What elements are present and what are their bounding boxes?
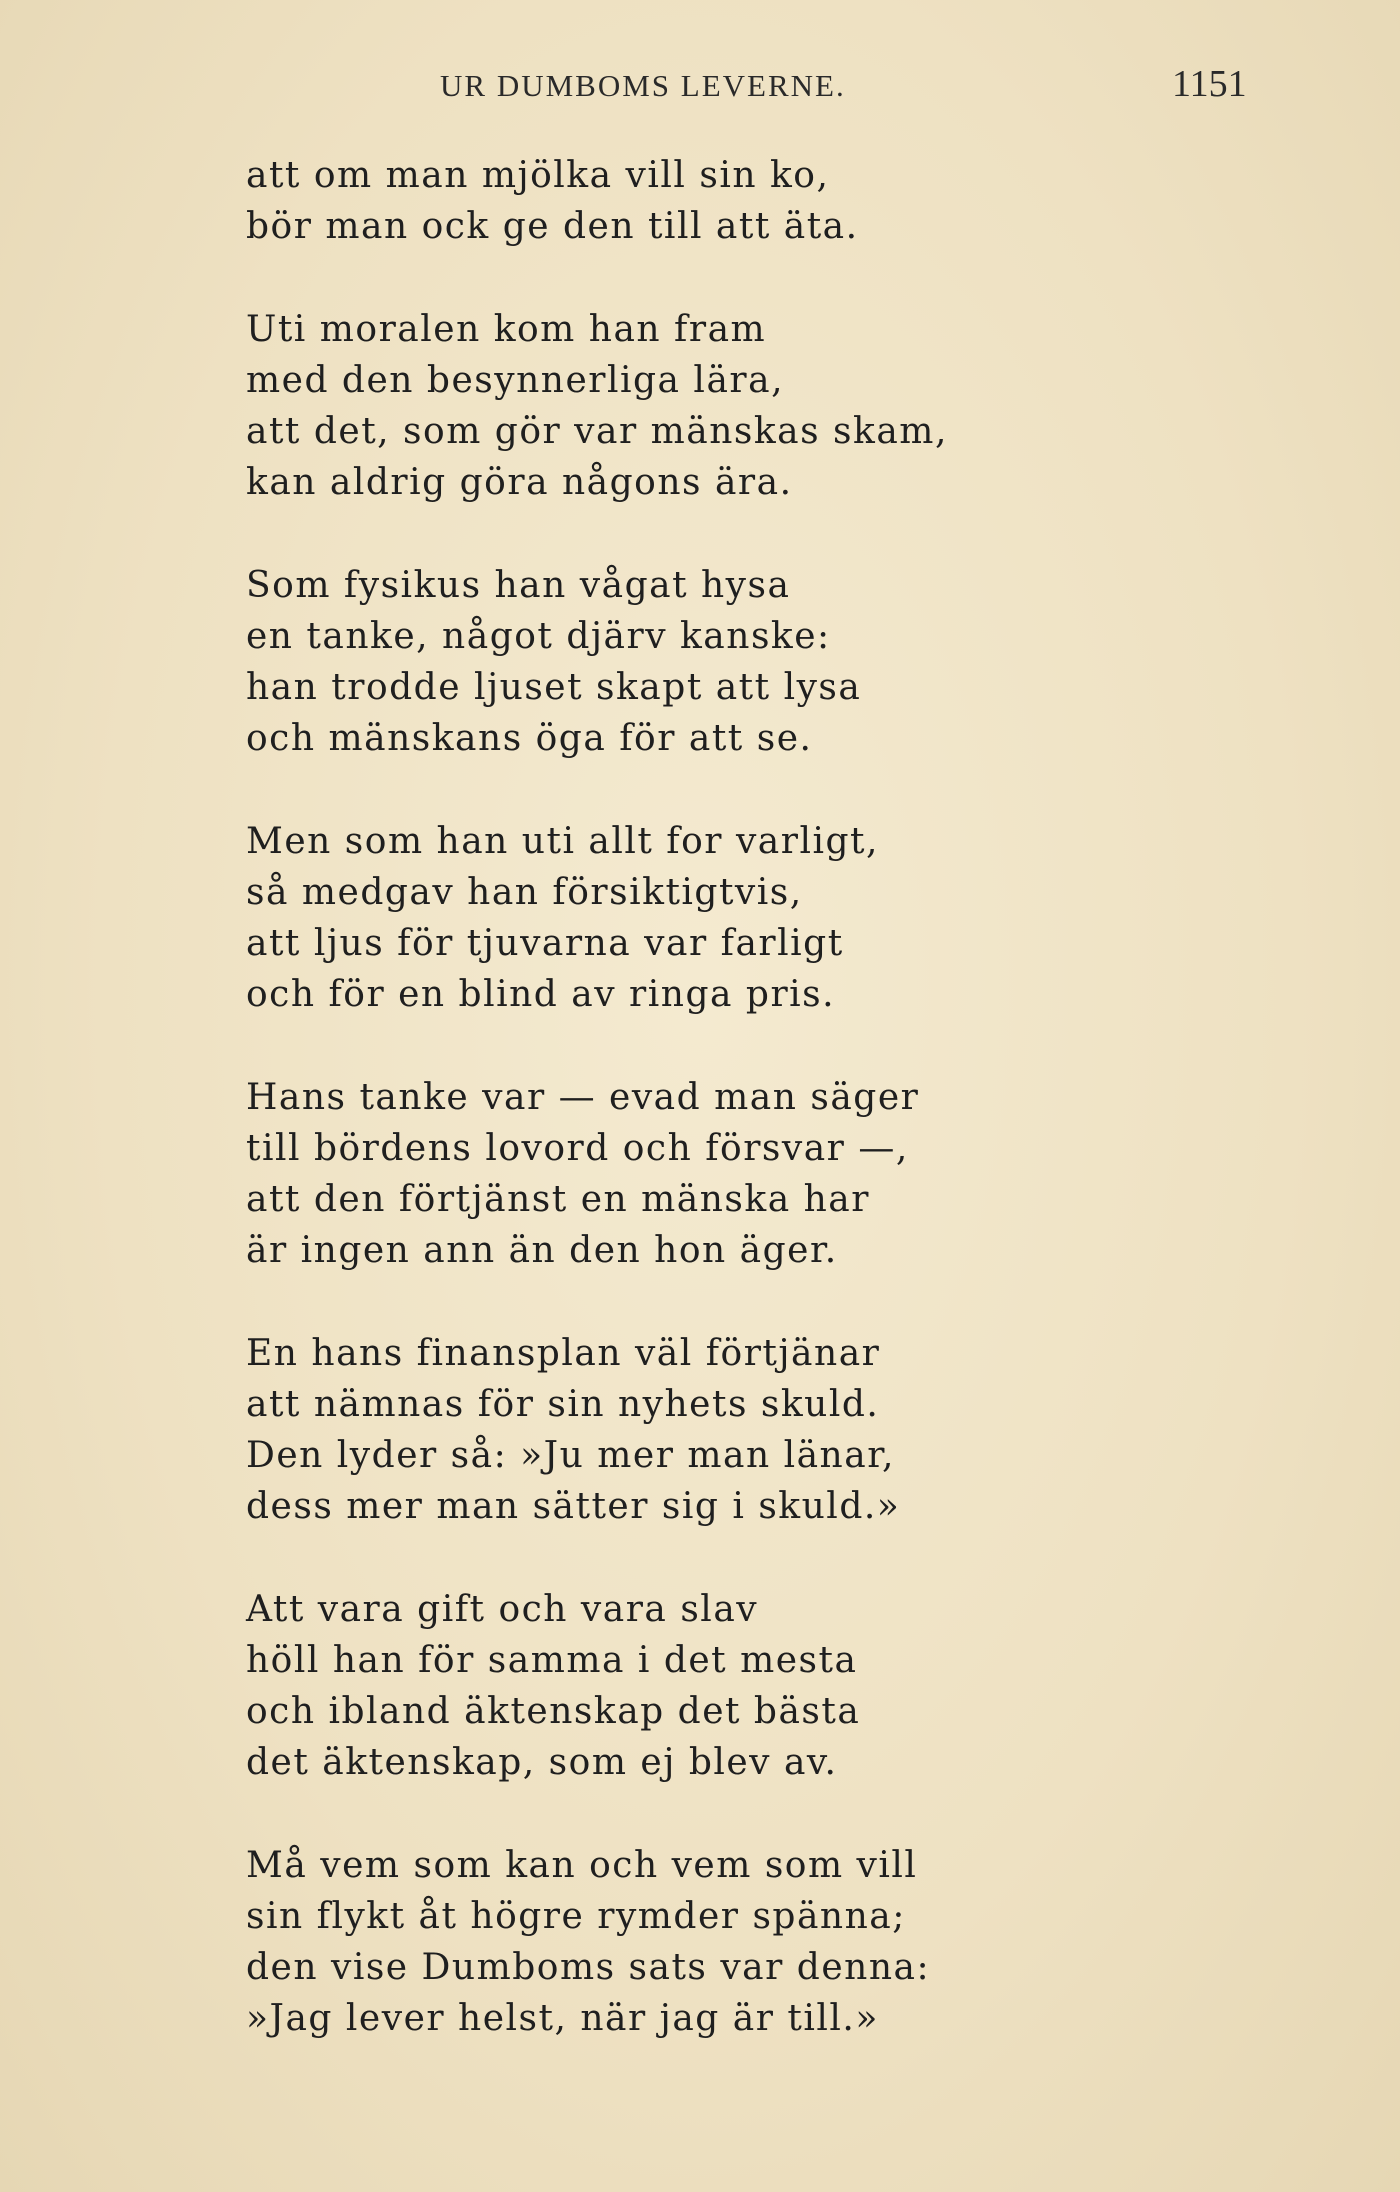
poem-line: Att vara gift och vara slav [246,1589,759,1630]
poem-line: Som fysikus han vågat hysa [246,565,791,606]
poem-line: Uti moralen kom han fram [246,309,767,350]
poem-line: till bördens lovord och försvar —, [246,1128,909,1169]
poem-line: han trodde ljuset skapt att lysa [246,667,862,708]
poem-line: och mänskans öga för att se. [246,718,813,759]
stanza [246,1584,1126,1788]
stanza [246,1072,1126,1276]
poem-line: att ljus för tjuvarna var farligt [246,923,844,964]
poem-line: bör man ock ge den till att äta. [246,206,859,247]
poem-line: att nämnas för sin nyhets skuld. [246,1384,880,1425]
poem-line: är ingen ann än den hon äger. [246,1230,838,1271]
poem-line: Den lyder så: »Ju mer man länar, [246,1435,895,1476]
stanza [246,1328,1126,1532]
stanza [246,816,1126,1020]
stanza [246,150,1126,252]
stanza [246,304,1126,508]
poem-line: en tanke, något djärv kanske: [246,616,831,657]
poem-line: höll han för samma i det mesta [246,1640,858,1681]
page-number: 1151 [1172,63,1247,105]
poem-line: Hans tanke var — evad man säger [246,1077,920,1118]
poem-line: att det, som gör var mänskas skam, [246,411,948,452]
poem-line: En hans finansplan väl förtjänar [246,1333,881,1374]
poem-line: dess mer man sätter sig i skuld.» [246,1486,901,1527]
poem-line: att den förtjänst en mänska har [246,1179,870,1220]
poem-line: och ibland äktenskap det bästa [246,1691,861,1732]
poem-line: och för en blind av ringa pris. [246,974,836,1015]
poem-line: Må vem som kan och vem som vill [246,1845,918,1886]
poem-line: det äktenskap, som ej blev av. [246,1742,838,1783]
poem-line: den vise Dumboms sats var denna: [246,1947,931,1988]
stanza [246,560,1126,764]
poem-line: kan aldrig göra någons ära. [246,462,793,503]
poem-line: att om man mjölka vill sin ko, [246,155,830,196]
stanza [246,1840,1126,2044]
poem-line: »Jag lever helst, när jag är till.» [246,1998,879,2039]
poem [246,150,1126,2096]
poem-line: sin flykt åt högre rymder spänna; [246,1896,906,1937]
poem-line: med den besynnerliga lära, [246,360,785,401]
poem-line: Men som han uti allt for varligt, [246,821,879,862]
poem-line: så medgav han försiktigtvis, [246,872,803,913]
page-header [0,63,1400,118]
running-head: UR DUMBOMS LEVERNE. [440,68,846,103]
